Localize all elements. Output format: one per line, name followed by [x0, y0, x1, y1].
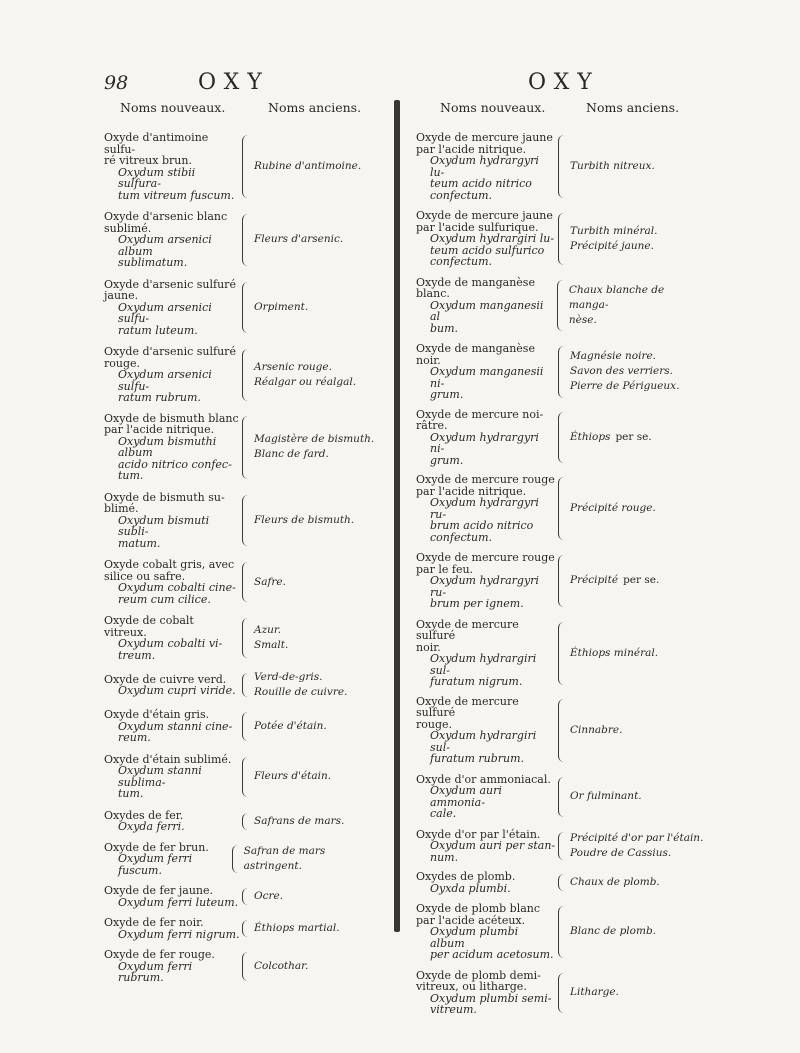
old-name	[254, 769, 331, 784]
nomenclature-entry	[416, 474, 706, 543]
brace	[242, 673, 250, 697]
brace	[558, 973, 566, 1013]
latin-name-line: acido nitrico confec-	[118, 457, 232, 471]
brace	[242, 562, 250, 602]
old-name	[570, 723, 622, 738]
latin-name-line: Oxydum hydrargiri sul-	[430, 652, 537, 677]
new-name	[104, 615, 240, 661]
brace	[558, 832, 566, 861]
french-name-line: Oxyde de mercure sulfuré	[416, 694, 519, 719]
french-name-line: Oxyde de fer noir.	[104, 916, 204, 929]
latin-name-line: Oxydum arsenici sulfu-	[118, 300, 212, 325]
old-name-line: Éthiops martial.	[254, 922, 340, 934]
french-name-line: Oxyde de mercure jaune	[416, 131, 553, 144]
latin-name-line: Oxydum hydrargyri lu-	[430, 154, 539, 179]
french-name-line: Oxyde d'arsenic sulfuré	[104, 345, 236, 358]
latin-name-line: Oxydum cobalti vi-	[118, 637, 223, 650]
old-name-line: Magistère de bismuth.	[254, 433, 375, 445]
brace	[242, 214, 250, 266]
french-name-line: Oxyde de fer jaune.	[104, 884, 214, 897]
nomenclature-entry	[104, 211, 376, 269]
column-header-new-names: Noms nouveaux.	[440, 100, 546, 115]
old-name	[254, 623, 288, 653]
latin-name-line: reum.	[118, 731, 151, 744]
old-name	[570, 789, 642, 804]
new-name	[416, 277, 555, 335]
french-name-line: Oxyde de manganèse noir.	[416, 342, 535, 367]
latin-name-line: Oxydum ferri nigrum.	[118, 927, 240, 941]
old-name-line: Précipité rouge.	[570, 502, 656, 514]
new-name	[416, 343, 556, 401]
latin-name-line: Oxydum arsenici album	[118, 233, 212, 258]
nomenclature-entry	[104, 885, 376, 908]
french-name-line: rouge.	[104, 356, 141, 370]
latin-name-line: reum cum cilice.	[118, 592, 211, 606]
new-name	[416, 829, 556, 864]
nomenclature-entry	[104, 754, 376, 800]
latin-name-line: Oxydum arsenici sulfu-	[118, 368, 212, 393]
latin-name-line: Oxydum manganesii al	[430, 298, 544, 323]
brace	[242, 952, 250, 981]
old-name	[570, 430, 652, 445]
old-name-line: Réalgar ou réalgal.	[254, 375, 357, 388]
old-name	[570, 875, 660, 890]
latin-name-line: cale.	[430, 807, 457, 820]
nomenclature-entry	[104, 559, 376, 605]
brace	[558, 135, 566, 198]
nomenclature-entry	[104, 492, 376, 550]
french-name-line: Oxydes de plomb.	[416, 870, 516, 883]
new-name	[104, 492, 240, 550]
brace	[242, 888, 250, 905]
french-name-line: Oxyde d'or ammoniacal.	[416, 772, 551, 786]
new-name	[416, 552, 556, 610]
latin-name-line: teum acido nitrico	[430, 177, 532, 190]
old-name	[570, 831, 703, 861]
nomenclature-entry	[416, 871, 706, 894]
old-name-line: Chaux de plomb.	[570, 876, 660, 888]
french-name-line: Oxydes de fer.	[104, 808, 184, 822]
old-name-line: Verd-de-gris.	[254, 671, 323, 683]
new-name	[104, 279, 240, 337]
new-name	[416, 619, 556, 688]
old-name	[244, 844, 376, 874]
latin-name-line: grum.	[430, 388, 464, 401]
new-name	[416, 409, 556, 467]
nomenclature-entry	[416, 552, 706, 610]
nomenclature-entry	[416, 829, 706, 864]
brace	[242, 757, 250, 797]
french-name-line: râtre.	[416, 419, 448, 432]
nomenclature-entry	[416, 774, 706, 820]
old-name-line: Fleurs d'étain.	[254, 770, 332, 782]
latin-name-line: confectum.	[430, 530, 493, 544]
new-name	[416, 970, 556, 1016]
old-name	[254, 921, 340, 936]
old-name-line: Safrans de mars.	[254, 814, 345, 827]
latin-name-line: Oxydum stanni cine-	[118, 719, 233, 733]
nomenclature-entry	[416, 619, 706, 688]
brace	[242, 349, 250, 401]
french-name-line: sublimé.	[104, 221, 152, 235]
brace	[558, 477, 566, 540]
new-name	[104, 132, 240, 201]
old-name	[254, 719, 327, 734]
old-name-line: Safran de mars astringent.	[243, 844, 326, 872]
latin-name-line: sublimatum.	[118, 256, 188, 269]
new-name	[104, 917, 240, 940]
latin-name-line: Oxydum cobalti cine-	[118, 581, 236, 594]
french-name-line: Oxyde de cobalt vitreux.	[104, 614, 194, 639]
latin-name-line: furatum nigrum.	[430, 675, 523, 688]
old-name-line: Turbith minéral.	[570, 224, 658, 237]
old-name-line: Pierre de Périgueux.	[570, 380, 680, 393]
old-name	[569, 283, 706, 328]
brace	[558, 213, 566, 265]
french-name-line: Oxyde d'antimoine sulfu-	[104, 131, 209, 156]
new-name	[104, 413, 240, 482]
french-name-line: Oxyde d'étain gris.	[104, 708, 210, 721]
new-name	[104, 709, 240, 744]
old-name	[570, 159, 655, 174]
old-name-line: Blanc de fard.	[254, 448, 329, 460]
brace	[242, 416, 250, 479]
new-name	[104, 674, 240, 697]
latin-name-line: Oxydum ferri fuscum.	[118, 852, 193, 877]
new-name	[104, 842, 230, 877]
column-header-new-names: Noms nouveaux.	[120, 100, 226, 115]
latin-name-line: matum.	[118, 536, 161, 550]
french-name-line: Oxyde d'arsenic sulfuré	[104, 277, 236, 291]
old-name-line: Blanc de plomb.	[570, 925, 657, 938]
french-name-line: par le feu.	[416, 562, 474, 576]
french-name-line: Oxyde de mercure jaune	[416, 209, 553, 222]
french-name-line: blanc.	[416, 287, 450, 300]
nomenclature-entry	[104, 709, 376, 744]
brace	[558, 412, 566, 464]
old-name-line: Rouille de cuivre.	[254, 686, 348, 698]
french-name-line: Oxyde de bismuth su-	[104, 490, 225, 504]
running-head-left: OXY	[198, 70, 270, 95]
new-name	[104, 346, 240, 404]
old-name-line: Cinnabre.	[570, 723, 623, 736]
nomenclature-entry	[416, 970, 706, 1016]
latin-name-line: brum acido nitrico	[430, 519, 534, 532]
french-name-line: par l'acide nitrique.	[416, 142, 527, 156]
old-name-line: Safre.	[254, 575, 286, 588]
latin-name-line: Oxydum auri per stan-	[430, 839, 556, 852]
brace	[242, 813, 250, 830]
old-name-line: Éthiops minéral.	[570, 646, 659, 659]
column-header-old-names: Noms anciens.	[268, 100, 362, 115]
new-name	[416, 871, 556, 894]
latin-name-line: ratum luteum.	[118, 323, 198, 337]
brace	[242, 920, 250, 937]
latin-name-line: Oxydum stibii sulfura-	[118, 165, 196, 190]
latin-name-line: Oxydum auri ammonia-	[430, 784, 502, 809]
french-name-line: Oxyde de plomb blanc	[416, 902, 541, 915]
brace	[558, 906, 566, 958]
old-name	[570, 224, 657, 254]
old-name	[570, 985, 619, 1000]
nomenclature-entry	[416, 277, 706, 335]
old-name-line: Or fulminant.	[570, 790, 642, 802]
new-name	[416, 210, 556, 268]
french-name-line: Oxyde d'arsenic blanc	[104, 210, 228, 223]
latin-name-line: grum.	[430, 453, 464, 467]
latin-name-line: confectum.	[430, 188, 493, 202]
brace	[242, 282, 250, 334]
old-name	[254, 889, 283, 904]
old-name-line: Potée d'étain.	[254, 719, 327, 732]
old-name	[570, 501, 656, 516]
nomenclature-entry	[104, 810, 376, 833]
french-name-line: Oxyde de mercure sulfuré	[416, 617, 519, 642]
nomenclature-entry	[104, 413, 376, 482]
old-name	[570, 646, 658, 661]
latin-name-line: Oyxda plumbi.	[430, 881, 511, 895]
latin-name-line: per acidum acetosum.	[430, 948, 554, 961]
latin-name-line: treum.	[118, 648, 156, 662]
french-name-line: Oxyde cobalt gris, avec	[104, 558, 235, 571]
nomenclature-entry	[104, 346, 376, 404]
latin-name-line: tum.	[118, 787, 144, 800]
brace	[558, 622, 566, 685]
left-column	[104, 132, 376, 984]
column-header-old-names: Noms anciens.	[586, 100, 680, 115]
french-name-line: par l'acide nitrique.	[104, 423, 215, 436]
nomenclature-entry	[104, 615, 376, 661]
latin-name-line: Oxydum plumbi album	[430, 925, 519, 950]
brace	[558, 874, 566, 891]
nomenclature-entry	[104, 949, 376, 984]
latin-name-line: tum.	[118, 469, 144, 482]
nomenclature-entry	[104, 132, 376, 201]
latin-name-line: vitreum.	[430, 1003, 477, 1016]
latin-name-line: confectum.	[430, 255, 493, 268]
nomenclature-entry	[416, 343, 706, 401]
old-name-line: Savon des verriers.	[570, 365, 673, 378]
french-name-line: Oxyde de mercure rouge	[416, 551, 555, 564]
french-name-line: rouge.	[416, 717, 453, 731]
brace	[242, 135, 250, 198]
old-name-line: per se.	[623, 574, 660, 587]
french-name-line: silice ou safre.	[104, 569, 186, 583]
brace	[242, 618, 250, 658]
nomenclature-entry	[104, 842, 376, 877]
old-name	[570, 573, 659, 588]
old-name-line: Précipité d'or par l'étain.	[570, 831, 704, 844]
latin-name-line: Oxydum cupri viride.	[118, 684, 236, 697]
old-name	[254, 814, 344, 829]
brace	[232, 845, 240, 874]
french-name-line: Oxyde d'étain sublimé.	[104, 752, 232, 766]
new-name	[104, 559, 240, 605]
french-name-line: noir.	[416, 640, 441, 654]
latin-name-line: Oxydum ferri luteum.	[118, 895, 239, 909]
old-name-line: Arsenic rouge.	[254, 360, 332, 373]
french-name-line: par l'acide acéteux.	[416, 913, 526, 927]
latin-name-line: brum per ignem.	[430, 597, 524, 610]
latin-name-line: Oxydum stanni sublima-	[118, 764, 202, 789]
new-name	[416, 696, 556, 765]
latin-name-line: tum vitreum fuscum.	[118, 188, 235, 202]
old-name-line: Magnésie noire.	[570, 350, 657, 363]
nomenclature-entry	[416, 210, 706, 268]
old-name-line: Orpiment.	[254, 300, 309, 313]
latin-name-line: Oxydum plumbi semi-	[430, 991, 552, 1005]
latin-name-line: Oxydum hydrargiri sul-	[430, 729, 537, 754]
page-number: 98	[104, 72, 129, 94]
latin-name-line: furatum rubrum.	[430, 752, 525, 765]
new-name	[104, 885, 240, 908]
nomenclature-entry	[416, 696, 706, 765]
old-name	[254, 959, 308, 974]
new-name	[416, 774, 556, 820]
old-name-line: Fleurs de bismuth.	[254, 513, 355, 526]
french-name-line: Oxyde de mercure noi-	[416, 407, 544, 421]
old-name-line: Ocre.	[254, 890, 284, 902]
old-name-line: Rubine d'antimoine.	[254, 160, 362, 172]
old-name-line: Poudre de Cassius.	[570, 846, 672, 859]
old-name-line: Colcothar.	[254, 959, 309, 972]
brace	[557, 280, 565, 332]
new-name	[416, 474, 556, 543]
brace	[242, 712, 250, 741]
old-name	[570, 349, 679, 394]
nomenclature-entry	[104, 917, 376, 940]
old-name-line: Précipité jaune.	[570, 239, 654, 252]
latin-name-line: Oxydum hydrargyri ru-	[430, 574, 539, 599]
old-name-line: Smalt.	[254, 639, 289, 651]
french-name-line: Oxyde de bismuth blanc	[104, 411, 239, 425]
old-name	[254, 432, 374, 462]
new-name	[104, 949, 240, 984]
french-name-line: blimé.	[104, 502, 139, 515]
new-name	[104, 211, 240, 269]
right-column	[416, 132, 706, 1016]
new-name	[104, 810, 240, 833]
old-name	[254, 670, 347, 700]
latin-name-line: Oxydum bismuthi album	[118, 434, 217, 459]
nomenclature-entry	[104, 670, 376, 700]
latin-name-line: Oxydum bismuti subli-	[118, 513, 210, 538]
latin-name-line: ratum rubrum.	[118, 391, 201, 404]
old-name	[254, 232, 343, 247]
old-name-line: per se.	[615, 430, 652, 443]
french-name-line: Oxyde de fer rouge.	[104, 948, 215, 961]
brace	[558, 699, 566, 762]
latin-name-line: bum.	[430, 321, 459, 335]
french-name-line: Oxyde d'or par l'étain.	[416, 827, 541, 841]
old-name	[254, 360, 356, 390]
latin-name-line: Oxydum hydrargiri lu-	[430, 232, 555, 245]
french-name-line: ré vitreux brun.	[104, 154, 192, 167]
old-name-line: Éthiops	[570, 430, 611, 443]
column-divider	[394, 100, 400, 932]
old-name	[570, 924, 656, 939]
old-name-line: Litharge.	[570, 986, 619, 998]
french-name-line: jaune.	[104, 289, 139, 302]
brace	[558, 346, 566, 398]
old-name	[254, 159, 361, 174]
latin-name-line: Oxyda ferri.	[118, 820, 185, 833]
old-name-line: Chaux blanche de manga-	[568, 283, 665, 311]
french-name-line: Oxyde de fer brun.	[104, 840, 209, 854]
old-name	[254, 513, 354, 528]
latin-name-line: Oxydum hydrargyri ru-	[430, 496, 539, 521]
nomenclature-entry	[416, 132, 706, 201]
latin-name-line: Oxydum manganesii ni-	[430, 365, 544, 390]
latin-name-line: num.	[430, 850, 459, 864]
french-name-line: Oxyde de mercure rouge	[416, 473, 555, 486]
old-name-line: nèse.	[568, 313, 597, 326]
old-name	[254, 575, 286, 590]
latin-name-line: Oxydum hydrargyri ni-	[430, 430, 539, 455]
french-name-line: par l'acide nitrique.	[416, 484, 527, 498]
brace	[558, 777, 566, 817]
old-name-line: Fleurs d'arsenic.	[254, 233, 344, 246]
french-name-line: Oxyde de manganèse	[416, 275, 535, 289]
old-name-line: Turbith nitreux.	[570, 160, 655, 172]
brace	[242, 495, 250, 547]
latin-name-line: Oxydum ferri rubrum.	[118, 959, 193, 984]
new-name	[416, 903, 556, 961]
nomenclature-entry	[416, 409, 706, 467]
running-head-right: OXY	[528, 70, 600, 95]
new-name	[416, 132, 556, 201]
old-name-line: Azur.	[254, 624, 282, 636]
old-name-line: Précipité	[570, 574, 619, 587]
french-name-line: par l'acide sulfurique.	[416, 220, 539, 234]
french-name-line: vitreux, ou litharge.	[416, 980, 527, 993]
old-name	[254, 300, 308, 315]
french-name-line: Oxyde de plomb demi-	[416, 968, 541, 982]
french-name-line: Oxyde de cuivre verd.	[104, 672, 227, 686]
nomenclature-entry	[104, 279, 376, 337]
latin-name-line: teum acido sulfurico	[430, 243, 545, 257]
brace	[558, 555, 566, 607]
new-name	[104, 754, 240, 800]
nomenclature-entry	[416, 903, 706, 961]
